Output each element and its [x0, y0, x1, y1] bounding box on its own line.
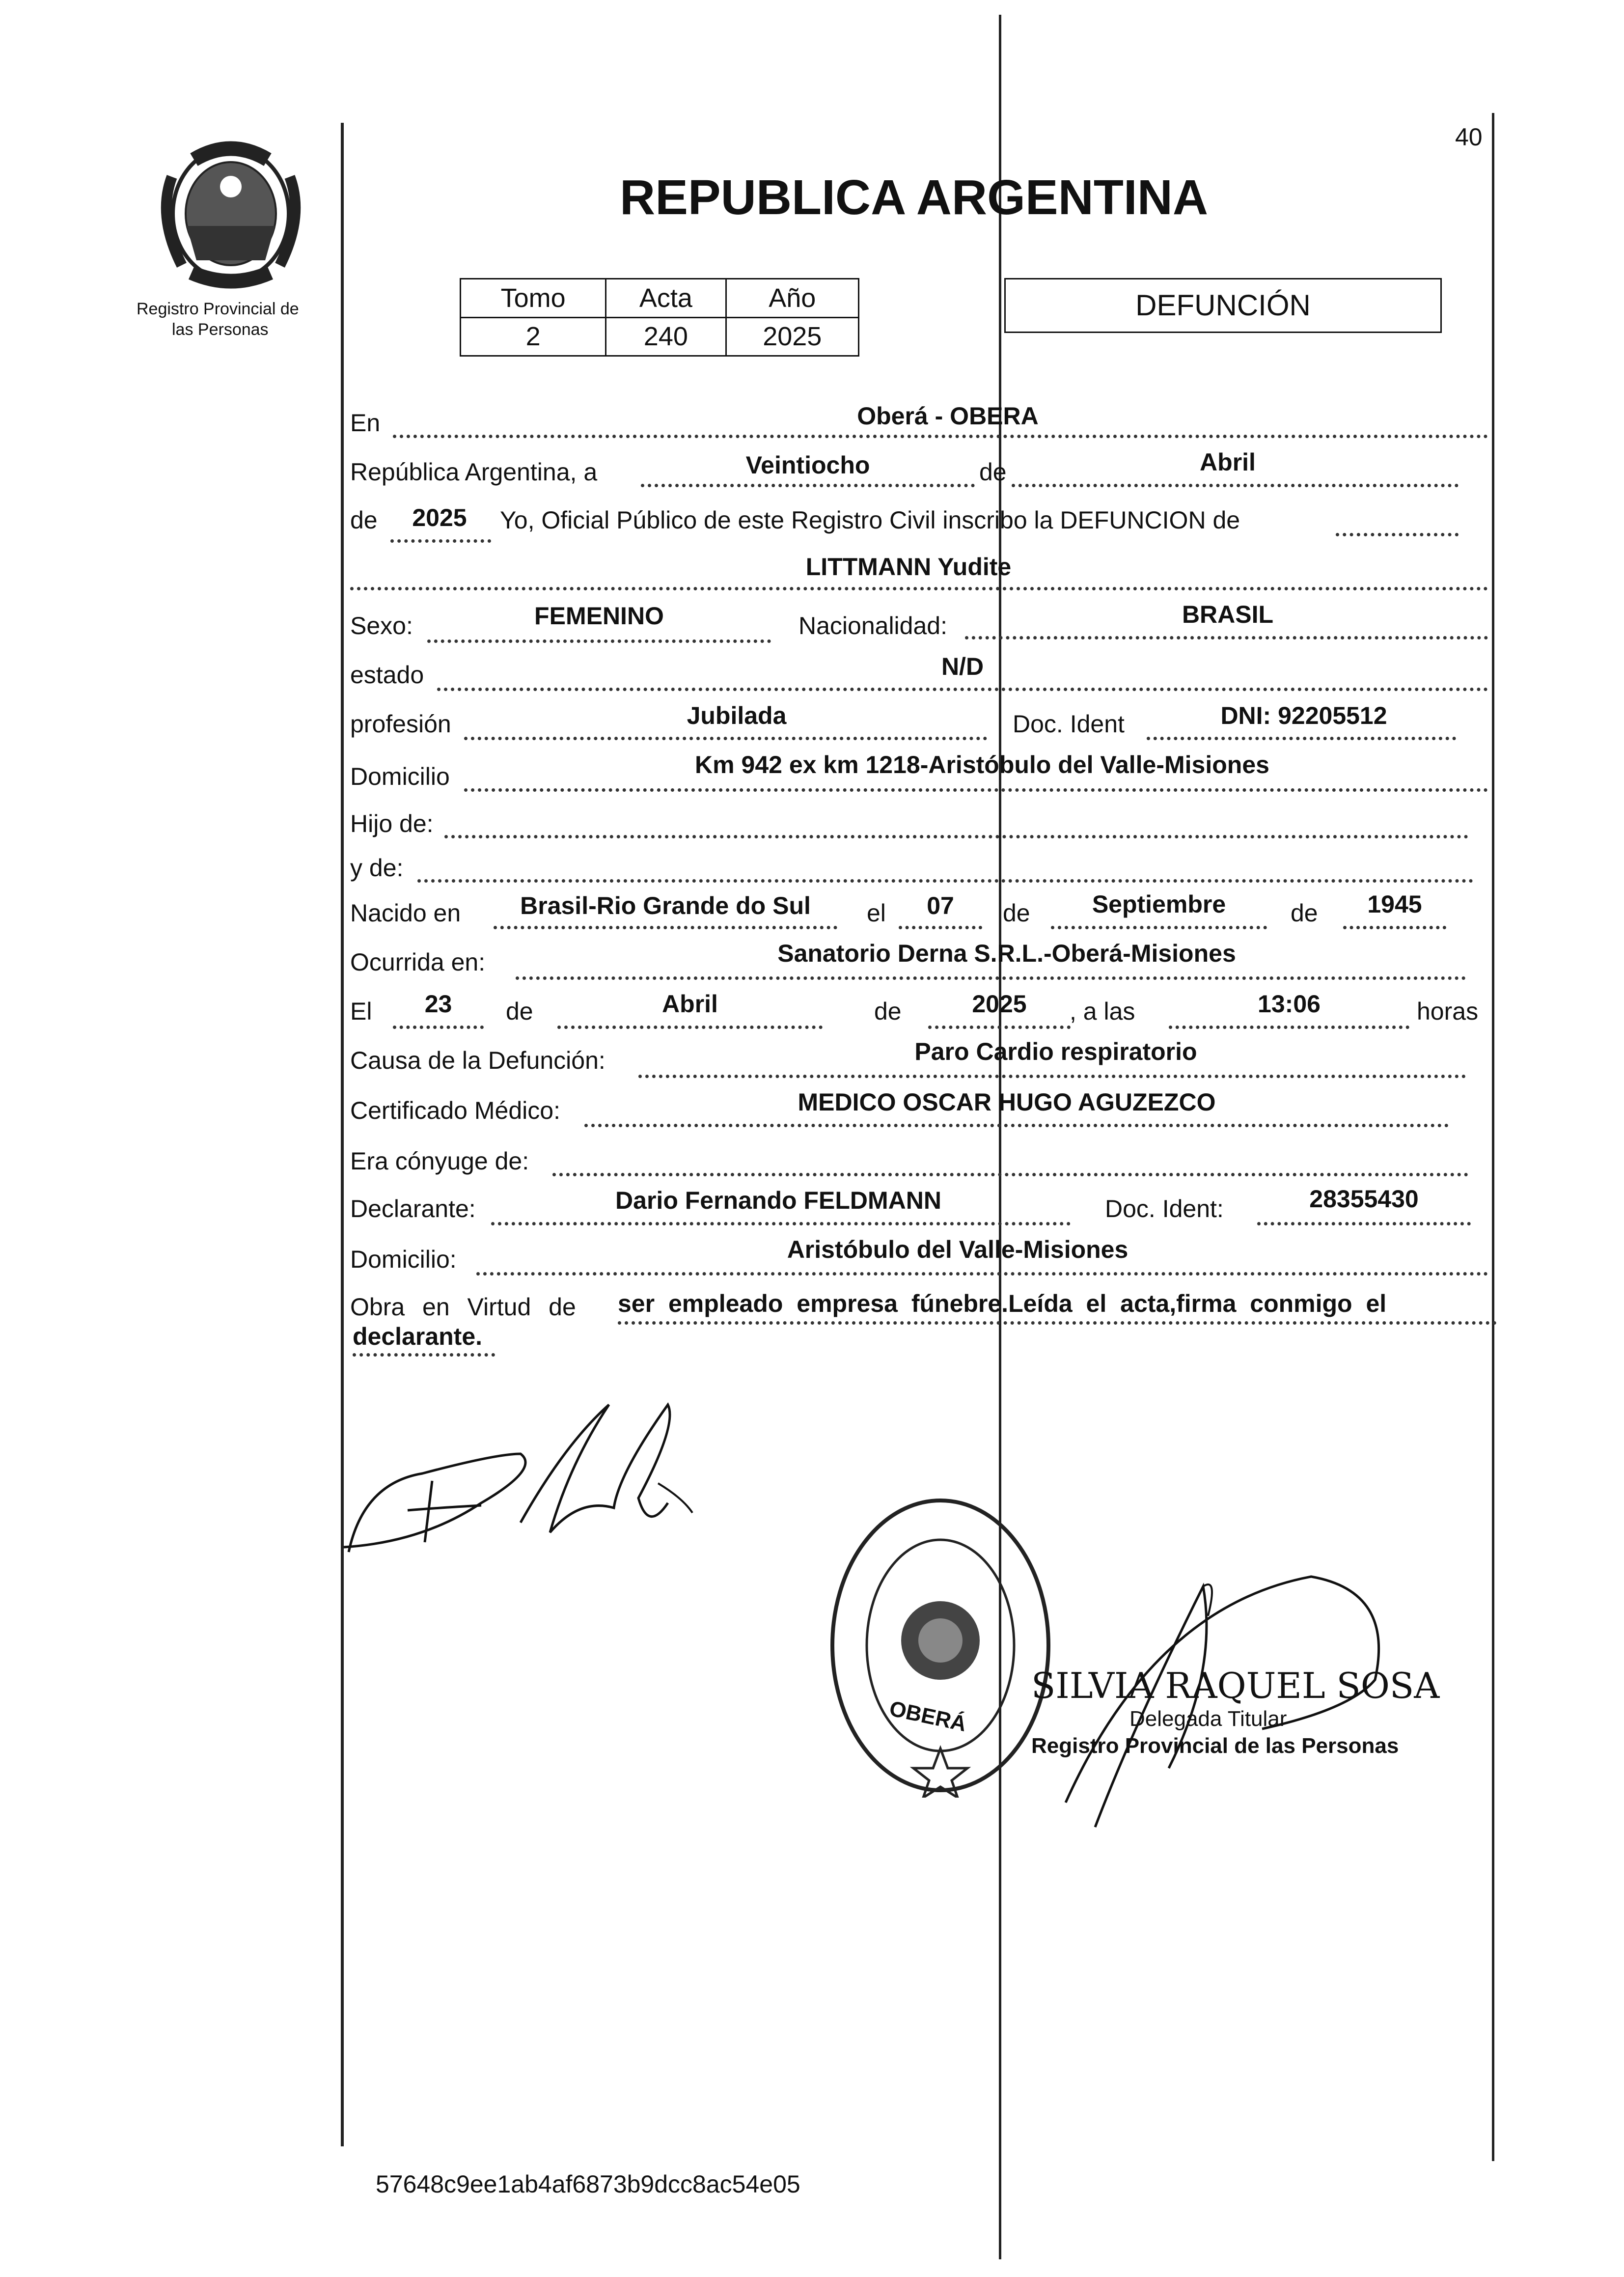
record-type-box: DEFUNCIÓN [1004, 278, 1442, 333]
profesion-label: profesión [350, 710, 451, 738]
deceased-underline [350, 587, 1488, 590]
estado-underline [437, 688, 1488, 691]
decl-doc-value: 28355430 [1309, 1185, 1419, 1213]
page-number: 40 [1455, 123, 1483, 151]
misiones-seal-logo [152, 133, 309, 295]
stamp-bottom-text: OBERÁ [887, 1696, 969, 1736]
el-cap-label: El [350, 998, 372, 1025]
registry-name-line2: las Personas [172, 320, 269, 339]
de-label-2: de [350, 506, 378, 534]
profesion-value: Jubilada [687, 702, 787, 729]
de-label-6: de [874, 998, 902, 1025]
year-value: 2025 [412, 504, 467, 531]
obra-underline-1 [618, 1321, 1497, 1325]
official-signature [1056, 1547, 1409, 1852]
decl-doc-label: Doc. Ident: [1105, 1195, 1224, 1222]
birth-year: 1945 [1367, 890, 1422, 918]
doc-ident-value: DNI: 92205512 [1220, 702, 1387, 729]
decl-domicilio-value: Aristóbulo del Valle-Misiones [787, 1236, 1129, 1263]
death-month-underline [557, 1026, 823, 1029]
ocurrida-value: Sanatorio Derna S.R.L.-Oberá-Misiones [777, 940, 1236, 967]
document-hash: 57648c9ee1ab4af6873b9dcc8ac54e05 [376, 2170, 800, 2198]
causa-value: Paro Cardio respiratorio [914, 1038, 1197, 1065]
obra-underline-2 [353, 1353, 495, 1357]
de-label-4: de [1291, 899, 1318, 927]
y-de-label: y de: [350, 854, 404, 882]
declarante-value: Dario Fernando FELDMANN [615, 1187, 941, 1214]
registry-name-line1: Registro Provincial de [137, 300, 299, 318]
republica-label: República Argentina, a [350, 458, 598, 486]
profesion-underline [464, 737, 987, 740]
day-underline [641, 484, 975, 487]
causa-label: Causa de la Defunción: [350, 1047, 606, 1074]
birth-day-underline [899, 926, 982, 929]
obra-label: Obra en Virtud de [350, 1293, 576, 1321]
anio-header: Año [726, 279, 858, 318]
nacido-en-label: Nacido en [350, 899, 461, 927]
nacido-en-value: Brasil-Rio Grande do Sul [520, 892, 811, 919]
birth-month: Septiembre [1092, 890, 1226, 918]
death-time-underline [1169, 1026, 1409, 1029]
reference-table [460, 278, 859, 357]
decl-domicilio-underline [476, 1272, 1488, 1276]
domicilio-label: Domicilio [350, 763, 450, 790]
tomo-value: 2 [461, 317, 606, 356]
conyuge-label: Era cónyuge de: [350, 1147, 529, 1175]
nacionalidad-label: Nacionalidad: [798, 612, 947, 639]
death-day-underline [393, 1026, 484, 1029]
y-de-underline [417, 879, 1473, 883]
ocurrida-underline [516, 976, 1466, 980]
conyuge-underline [552, 1173, 1468, 1176]
death-year: 2025 [972, 990, 1027, 1018]
en-value: Oberá - OBERA [857, 402, 1039, 430]
anio-value: 2025 [726, 317, 858, 356]
deceased-name: LITTMANN Yudite [805, 553, 1012, 581]
acta-header: Acta [606, 279, 726, 318]
year-underline [390, 539, 491, 543]
death-day: 23 [424, 990, 452, 1018]
death-year-underline [928, 1026, 1071, 1029]
estado-value: N/D [941, 653, 984, 680]
sexo-value: FEMENINO [534, 602, 664, 630]
day-value: Veintiocho [745, 451, 870, 479]
page-title: REPUBLICA ARGENTINA [620, 170, 1209, 225]
decl-domicilio-label: Domicilio: [350, 1246, 457, 1273]
obra-value-line2: declarante. [353, 1323, 483, 1350]
sexo-underline [427, 639, 771, 643]
birth-day: 07 [927, 892, 954, 919]
de-label-1: de [979, 458, 1007, 486]
oficial-underline [1336, 533, 1459, 536]
en-underline [393, 435, 1488, 438]
hijo-de-underline [444, 835, 1468, 838]
official-name: SILVIA RAQUEL SOSA [1031, 1665, 1440, 1706]
de-label-5: de [506, 998, 533, 1025]
certificado-label: Certificado Médico: [350, 1097, 560, 1124]
hijo-de-label: Hijo de: [350, 810, 434, 837]
declarante-label: Declarante: [350, 1195, 476, 1222]
certificado-underline [584, 1124, 1449, 1127]
acta-value: 240 [606, 317, 726, 356]
month-underline [1012, 484, 1459, 487]
death-month: Abril [662, 990, 718, 1018]
domicilio-underline [464, 788, 1488, 792]
horas-label: horas [1417, 998, 1479, 1025]
nacido-en-underline [494, 926, 837, 929]
certificado-value: MEDICO OSCAR HUGO AGUZEZCO [798, 1088, 1216, 1116]
el-label: el [867, 899, 886, 927]
death-time: 13:06 [1258, 990, 1321, 1018]
right-margin-line [1492, 113, 1494, 2161]
de-label-3: de [1003, 899, 1030, 927]
nacionalidad-underline [965, 636, 1488, 639]
official-title: Delegada Titular [1129, 1707, 1287, 1731]
doc-ident-label: Doc. Ident [1013, 710, 1125, 738]
decl-doc-underline [1257, 1222, 1471, 1225]
tomo-header: Tomo [461, 279, 606, 318]
ocurrida-label: Ocurrida en: [350, 948, 486, 976]
domicilio-value: Km 942 ex km 1218-Aristóbulo del Valle-Misiones [695, 751, 1269, 778]
birth-year-underline [1343, 926, 1446, 929]
estado-label: estado [350, 661, 424, 689]
declarant-signature [334, 1385, 717, 1562]
nacionalidad-value: BRASIL [1182, 601, 1274, 628]
left-margin-line [341, 123, 344, 2146]
official-office: Registro Provincial de las Personas [1031, 1734, 1399, 1758]
month-value: Abril [1200, 448, 1256, 476]
declarante-underline [491, 1222, 1071, 1225]
en-label: En [350, 409, 381, 437]
obra-value-line1: ser empleado empresa fúnebre.Leída el acta,firma conmigo el [618, 1290, 1387, 1317]
fold-line [999, 15, 1001, 2259]
official-stamp [825, 1493, 1056, 1798]
doc-ident-underline [1147, 737, 1456, 740]
causa-underline [638, 1075, 1466, 1078]
sexo-label: Sexo: [350, 612, 413, 639]
birth-month-underline [1051, 926, 1267, 929]
oficial-text: Yo, Oficial Público de este Registro Civil inscribo la DEFUNCION de [500, 506, 1240, 534]
a-las-label: , a las [1070, 998, 1135, 1025]
